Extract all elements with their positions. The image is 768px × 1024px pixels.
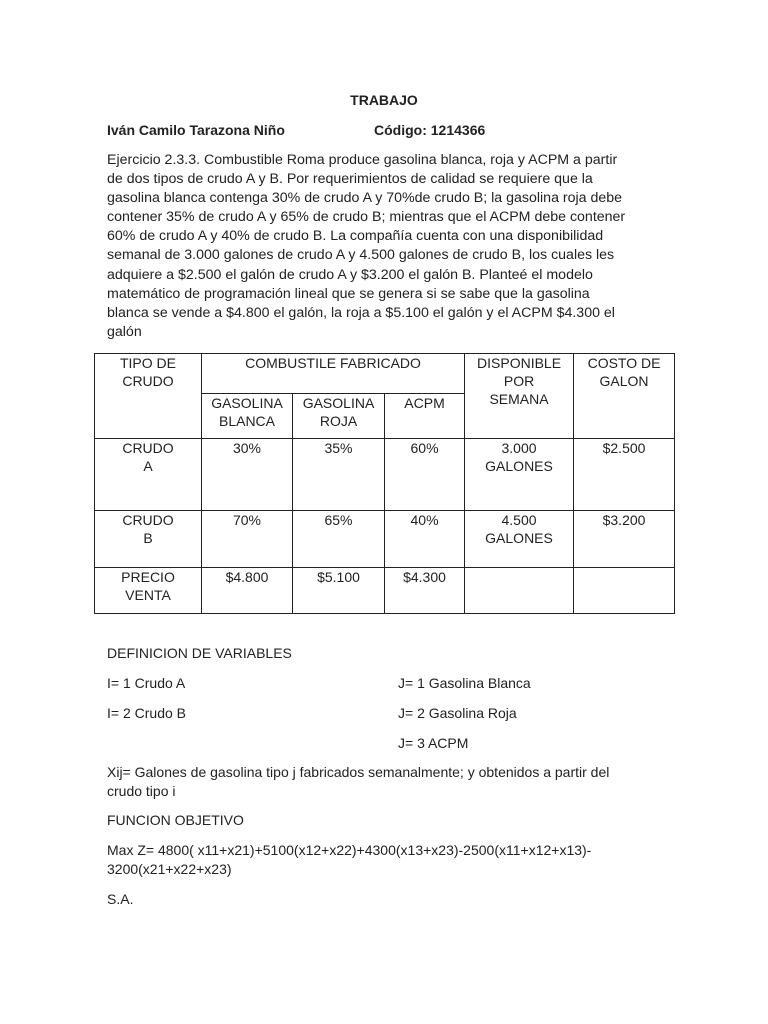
xij-definition-line2: crudo tipo i [107,783,176,799]
crude-data-table [94,353,675,614]
header-text: COMBUSTILE FABRICADO [245,355,421,371]
header-gasolina-roja [293,394,385,439]
exercise-line: matemático de programación lineal que se genera si se sabe que la gasolina [107,285,590,302]
header-acpm [385,394,465,439]
header-tipo-crudo [95,354,202,439]
row-label [95,439,202,511]
student-code: Código: 1214366 [374,122,486,138]
cell-roja: $5.100 [293,568,385,614]
document-title: TRABAJO [350,92,418,108]
header-text: ACPM [404,395,445,411]
cell-acpm: $4.300 [385,568,465,614]
variable-j2: J= 2 Gasolina Roja [398,705,517,721]
table-row [95,568,675,614]
variable-j3: J= 3 ACPM [398,735,469,751]
cell-text: VENTA [125,587,171,603]
header-text: COSTO DE [587,355,661,371]
header-text: BLANCA [218,413,276,429]
exercise-statement [107,151,672,342]
objective-heading: FUNCION OBJETIVO [107,812,244,828]
cell-roja: 65% [293,511,385,568]
variable-j1: J= 1 Gasolina Blanca [398,675,531,691]
cell-disponible [465,511,574,568]
cell-text: PRECIO [121,569,175,585]
objective-function-line1: Max Z= 4800( x11+x21)+5100(x12+x22)+4300(x13+x23)-2500(x11+x12+x13)- [107,842,592,858]
table-row [95,439,675,511]
cell-costo: $2.500 [574,439,675,511]
cell-text: CRUDO [122,440,174,456]
cell-disponible [465,439,574,511]
table-row [95,511,675,568]
header-text: GASOLINA [211,395,283,411]
exercise-line: semanal de 3.000 galones de crudo A y 4.500 galones de crudo B, los cuales les [107,247,615,264]
header-text: GALON [599,373,649,389]
cell-text: 3.000 [501,440,537,456]
exercise-line: blanca se vende a $4.800 el galón, la roja a $5.100 el galón y el ACPM $4.300 el [107,304,615,321]
variable-i1: I= 1 Crudo A [107,675,186,691]
exercise-line: contener 35% de crudo A y 65% de crudo B; mientras que el ACPM debe contener [107,209,626,226]
cell-disponible [465,568,574,614]
exercise-line: Ejercicio 2.3.3. Combustible Roma produce gasolina blanca, roja y ACPM a partir [107,152,618,168]
xij-definition-line1: Xij= Galones de gasolina tipo j fabricados semanalmente; y obtenidos a partir del [107,764,610,780]
header-text: CRUDO [122,373,174,389]
cell-text: B [143,530,153,546]
cell-blanca: 70% [202,511,293,568]
variables-heading: DEFINICION DE VARIABLES [107,645,292,661]
exercise-line: gasolina blanca contenga 30% de crudo A y 70%de crudo B; la gasolina roja debe [107,190,623,207]
header-text: SEMANA [489,391,549,407]
header-gasolina-blanca [202,394,293,439]
header-text: GASOLINA [302,395,375,411]
header-combustible [202,354,465,394]
header-text: POR [503,373,535,389]
cell-acpm: 40% [385,511,465,568]
cell-roja: 35% [293,439,385,511]
table-header-row [95,354,675,394]
cell-text: GALONES [485,458,553,474]
row-label [95,568,202,614]
exercise-line: galón [107,323,142,340]
cell-text: 4.500 [501,512,537,528]
header-text: DISPONIBLE [477,355,562,371]
cell-text: CRUDO [122,512,174,528]
row-label [95,511,202,568]
cell-blanca: 30% [202,439,293,511]
cell-costo: $3.200 [574,511,675,568]
cell-text: GALONES [485,530,553,546]
objective-function-line2: 3200(x21+x22+x23) [107,861,232,877]
header-costo [574,354,675,439]
exercise-line: de dos tipos de crudo A y B. Por requerimientos de calidad se requiere que la [107,171,593,188]
header-disponible [465,354,574,439]
variable-i2: I= 2 Crudo B [107,705,186,721]
exercise-line: adquiere a $2.500 el galón de crudo A y $3.200 el galón B. Planteé el modelo [107,266,593,283]
exercise-line: 60% de crudo A y 40% de crudo B. La compañía cuenta con una disponibilidad [107,228,604,245]
cell-blanca: $4.800 [202,568,293,614]
header-text: TIPO DE [119,355,176,371]
cell-acpm: 60% [385,439,465,511]
header-text: ROJA [319,413,358,429]
cell-text: A [143,458,153,474]
cell-costo [574,568,675,614]
author-name: Iván Camilo Tarazona Niño [107,122,285,138]
subject-to-label: S.A. [107,891,134,907]
